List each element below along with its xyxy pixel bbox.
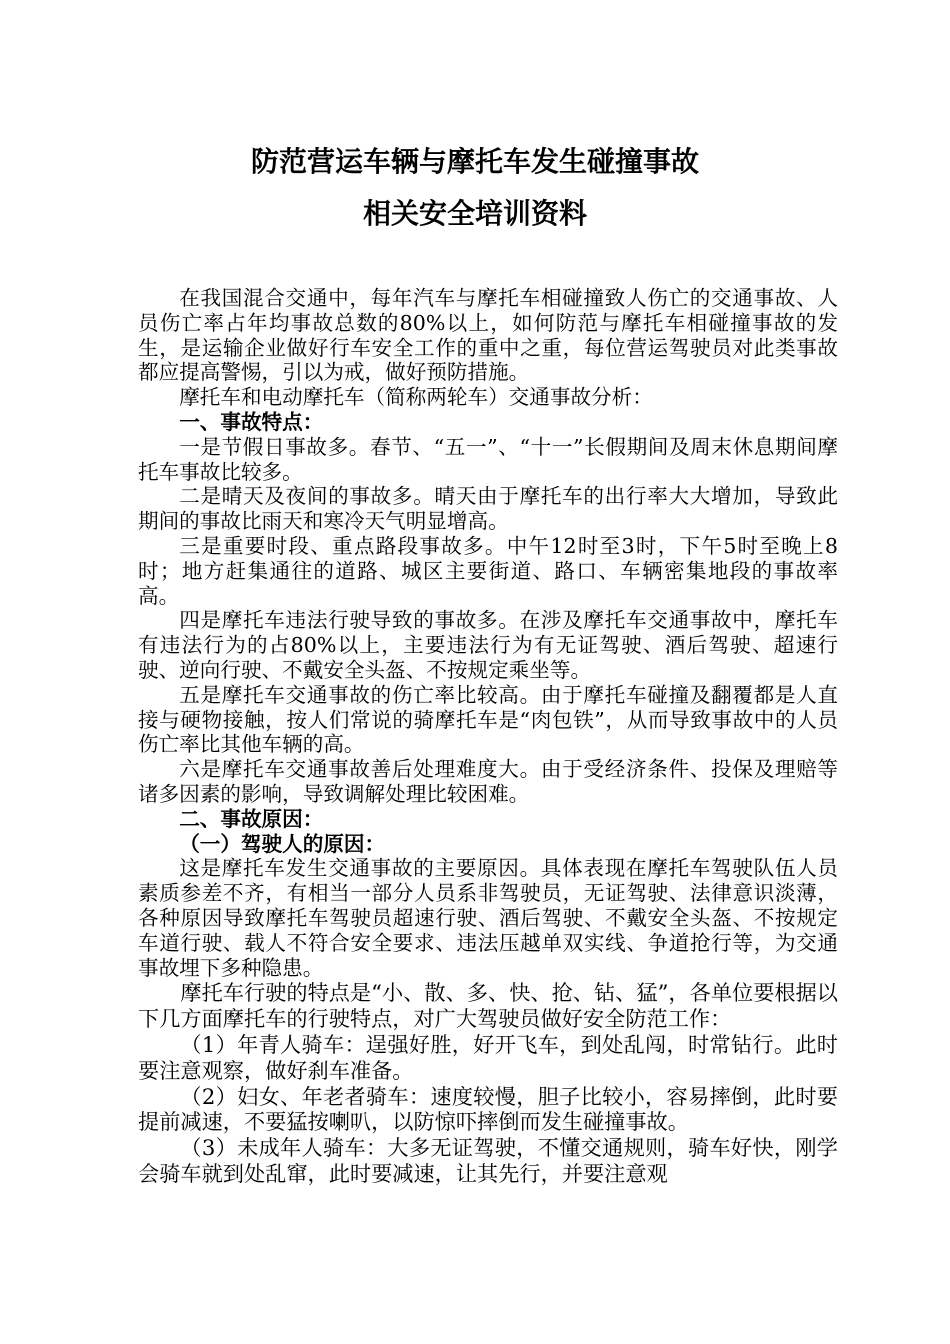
subsection1-heading: （一）驾驶人的原因： xyxy=(179,831,386,856)
document-title-line2: 相关安全培训资料 xyxy=(362,197,587,230)
rider-type-paragraph: （3）未成年人骑车：大多无证驾驶，不懂交通规则，骑车好快，刚学会骑车就到处乱窜，此时要减速，让其先行，并要注意观 xyxy=(138,1135,838,1186)
rider-type-paragraph: （1）年青人骑车：逞强好胜，好开飞车，到处乱闯，时常钻行。此时要注意观察，做好刹车准备。 xyxy=(138,1031,838,1083)
feature-paragraph: 四是摩托车违法行驶导致的事故多。在涉及摩托车交通事故中，摩托车有违法行为的占80%以上，主要违法行为有无证驾驶、酒后驾驶、超速行驶、逆向行驶、不戴安全头盔、不按规定乘坐等。 xyxy=(138,608,838,682)
rider-type-paragraph: （2）妇女、年老者骑车：速度较慢，胆子比较小，容易摔倒，此时要提前减速，不要猛按喇叭，以防惊吓摔倒而发生碰撞事故。 xyxy=(138,1083,838,1135)
feature-paragraph: 三是重要时段、重点路段事故多。中午12时至3时，下午5时至晚上8时；地方赶集通往的道路、城区主要街道、路口、车辆密集地段的事故率高。 xyxy=(138,533,838,608)
section2-heading: 二、事故原因： xyxy=(179,806,324,831)
document-body xyxy=(138,286,838,1187)
section1-heading: 一、事故特点： xyxy=(179,409,324,434)
feature-paragraph: 一是节假日事故多。春节、“五一”、“十一”长假期间及周末休息期间摩托车事故比较多。 xyxy=(138,434,838,484)
feature-paragraph: 二是晴天及夜间的事故多。晴天由于摩托车的出行率大大增加，导致此期间的事故比雨天和寒冷天气明显增高。 xyxy=(138,484,838,534)
driver-cause-paragraph: 这是摩托车发生交通事故的主要原因。具体表现在摩托车驾驶队伍人员素质参差不齐，有相当一部分人员系非驾驶员，无证驾驶、法律意识淡薄，各种原因导致摩托车驾驶员超速行驶、酒后驾驶、不戴安全头盔、不按规定车道行驶、载人不符合安全要求、违法压越单双实线、争道抢行等，为交通事故埋下多种隐患。 xyxy=(138,856,838,980)
feature-paragraph: 六是摩托车交通事故善后处理难度大。由于受经济条件、投保及理赔等诸多因素的影响，导致调解处理比较困难。 xyxy=(138,757,838,806)
feature-paragraph: 五是摩托车交通事故的伤亡率比较高。由于摩托车碰撞及翻覆都是人直接与硬物接触，按人们常说的骑摩托车是“肉包铁”，从而导致事故中的人员伤亡率比其他车辆的高。 xyxy=(138,682,838,757)
document-title-line1: 防范营运车辆与摩托车发生碰撞事故 xyxy=(250,145,699,178)
intro-paragraph: 在我国混合交通中，每年汽车与摩托车相碰撞致人伤亡的交通事故、人员伤亡率占年均事故总数的80%以上，如何防范与摩托车相碰撞事故的发生，是运输企业做好行车安全工作的重中之重，每位营运驾驶员对此类事故都应提高警惕，引以为戒，做好预防措施。 xyxy=(138,286,838,385)
riding-features-paragraph: 摩托车行驶的特点是“小、散、多、快、抢、钻、猛”，各单位要根据以下几方面摩托车的行驶特点，对广大驾驶员做好安全防范工作： xyxy=(138,980,838,1032)
analysis-intro: 摩托车和电动摩托车（简称两轮车）交通事故分析： xyxy=(179,385,653,410)
